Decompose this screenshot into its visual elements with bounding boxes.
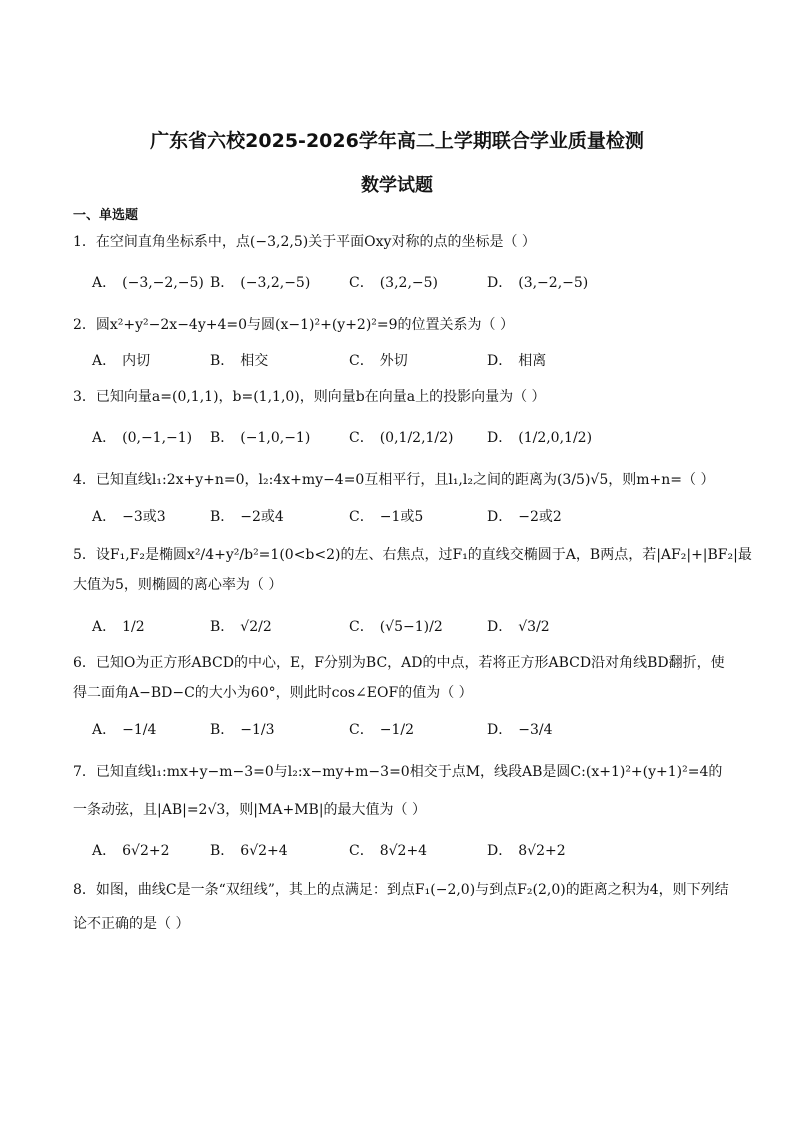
question-8 bbox=[73, 875, 729, 939]
options-4 bbox=[92, 502, 732, 532]
question-text-line-2: 得二面角A−BD−C的大小为60°，则此时cos∠EOF的值为（ ） bbox=[73, 685, 473, 701]
question-text-line-1: 6．已知O为正方形ABCD的中心，E，F分别为BC，AD的中点，若将正方形ABCD沿对角线BD翻折，使 bbox=[73, 655, 725, 671]
option-b: B． (−3,2,−5) bbox=[210, 275, 311, 291]
option-d: D． (1/2,0,1/2) bbox=[487, 430, 593, 446]
exam-subtitle: 数学试题 bbox=[361, 175, 433, 196]
question-5 bbox=[73, 540, 752, 600]
question-text-line-2: 论不正确的是（ ） bbox=[73, 916, 190, 932]
question-text-line-2: 一条动弦，且|AB|=2√3，则|MA+MB|的最大值为（ ） bbox=[73, 802, 426, 818]
question-2 bbox=[73, 310, 723, 340]
option-a: A． 6√2+2 bbox=[92, 843, 170, 859]
section-heading: 一、单选题 bbox=[73, 208, 139, 223]
option-b: B． (−1,0,−1) bbox=[210, 430, 311, 446]
question-1 bbox=[73, 227, 723, 257]
option-c: C． 8√2+4 bbox=[349, 843, 428, 859]
option-c: C． (0,1/2,1/2) bbox=[349, 430, 454, 446]
question-text-line-1: 5．设F₁,F₂是椭圆x²/4+y²/b²=1(0<b<2)的左、右焦点，过F₁的直线交椭圆于A，B两点，若|AF₂|+|BF₂|最 bbox=[73, 547, 752, 563]
options-7 bbox=[92, 836, 732, 866]
option-a: A． 1/2 bbox=[92, 619, 145, 635]
option-c: C． −1/2 bbox=[349, 722, 414, 738]
option-d: D． √3/2 bbox=[487, 619, 550, 635]
question-text: 3．已知向量a=(0,1,1)，b=(1,1,0)，则向量b在向量a上的投影向量为（ ） bbox=[73, 389, 546, 405]
question-3 bbox=[73, 382, 723, 412]
option-a: A． −1/4 bbox=[92, 722, 157, 738]
option-c: C． 外切 bbox=[349, 353, 408, 369]
question-text-line-2: 大值为5，则椭圆的离心率为（ ） bbox=[73, 577, 283, 593]
question-text: 4．已知直线l₁:2x+y+n=0，l₂:4x+my−4=0互相平行，且l₁,l₂之间的距离为(3/5)√5，则m+n=（ ） bbox=[73, 472, 715, 488]
option-a: A． (0,−1,−1) bbox=[92, 430, 193, 446]
option-b: B． √2/2 bbox=[210, 619, 272, 635]
options-1 bbox=[92, 268, 732, 298]
question-7 bbox=[73, 757, 723, 825]
option-a: A． −3或3 bbox=[92, 509, 166, 525]
exam-title: 广东省六校2025-2026学年高二上学期联合学业质量检测 bbox=[150, 130, 644, 152]
option-d: D． −3/4 bbox=[487, 722, 553, 738]
option-c: C． (√5−1)/2 bbox=[349, 619, 443, 635]
question-text-line-1: 8．如图，曲线C是一条“双纽线”，其上的点满足：到点F₁(−2,0)与到点F₂(2,0)的距离之积为4，则下列结 bbox=[73, 882, 729, 898]
question-4 bbox=[73, 465, 723, 495]
options-5 bbox=[92, 612, 732, 642]
question-text-line-1: 7．已知直线l₁:mx+y−m−3=0与l₂:x−my+m−3=0相交于点M，线段AB是圆C:(x+1)²+(y+1)²=4的 bbox=[73, 764, 723, 780]
option-b: B． −2或4 bbox=[210, 509, 284, 525]
options-3 bbox=[92, 423, 732, 453]
option-d: D． (3,−2,−5) bbox=[487, 275, 589, 291]
options-2 bbox=[92, 346, 732, 376]
option-d: D． −2或2 bbox=[487, 509, 562, 525]
options-6 bbox=[92, 715, 732, 745]
question-6 bbox=[73, 648, 723, 708]
option-b: B． 相交 bbox=[210, 353, 269, 369]
option-d: D． 8√2+2 bbox=[487, 843, 566, 859]
option-a: A． (−3,−2,−5) bbox=[92, 275, 204, 291]
option-b: B． 6√2+4 bbox=[210, 843, 288, 859]
option-c: C． (3,2,−5) bbox=[349, 275, 438, 291]
option-a: A． 内切 bbox=[92, 353, 151, 369]
option-d: D． 相离 bbox=[487, 353, 547, 369]
option-b: B． −1/3 bbox=[210, 722, 275, 738]
option-c: C． −1或5 bbox=[349, 509, 424, 525]
question-text: 2．圆x²+y²−2x−4y+4=0与圆(x−1)²+(y+2)²=9的位置关系为（ ） bbox=[73, 317, 514, 333]
question-text: 1．在空间直角坐标系中，点(−3,2,5)关于平面Oxy对称的点的坐标是（ ） bbox=[73, 234, 536, 250]
